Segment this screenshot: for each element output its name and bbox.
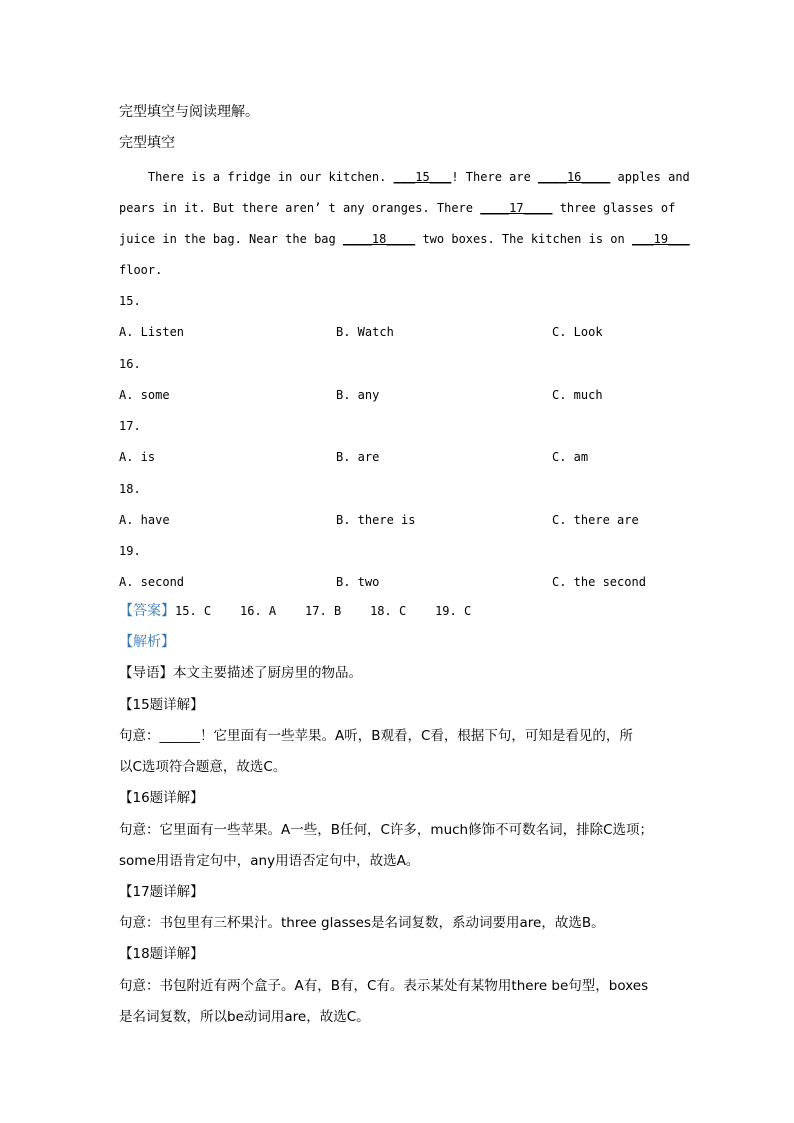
option-a: A. Listen <box>119 325 185 339</box>
explanation-heading: 【17题详解】 <box>119 884 204 900</box>
option-b: B. there is <box>336 512 416 527</box>
question-number: 16. <box>119 356 141 371</box>
option-a: A. is <box>119 450 156 464</box>
question-number: 17. <box>119 419 141 433</box>
option-b: B. are <box>336 450 380 464</box>
blank-19: ___19___ <box>631 232 690 246</box>
explanation-heading: 【导语】本文主要描述了厨房里的物品。 <box>119 665 362 681</box>
option-b: B. Watch <box>336 325 394 339</box>
question-number: 15. <box>119 294 141 308</box>
blank-15: ___15___ <box>393 170 452 184</box>
explanation-text: 是名词复数，所以be动词用are，故选C。 <box>119 1009 370 1025</box>
explanation-text: 句意：它里面有一些苹果。A一些，B任何，C许多，much修饰不可数名词，排除C选项； <box>119 822 654 838</box>
text: juice in the bag. Near the bag <box>119 232 343 246</box>
passage-line-1 <box>119 169 690 185</box>
text: three glasses of <box>552 201 676 215</box>
passage-line-3 <box>119 231 690 247</box>
option-a: A. second <box>119 575 185 589</box>
option-c: C. much <box>552 387 603 402</box>
explanation-text: some用语肯定句中，any用语否定句中，故选A。 <box>119 853 420 869</box>
option-a: A. some <box>119 387 170 402</box>
answer-line <box>119 603 471 619</box>
option-c: C. am <box>552 450 589 464</box>
option-c: C. Look <box>552 325 603 339</box>
option-a: A. have <box>119 512 170 527</box>
blank-17: ____17____ <box>480 201 553 215</box>
explanation-text: 句意：书包附近有两个盒子。A有，B有，C有。表示某处有某物用there be句型，boxes <box>119 978 649 994</box>
explanation-text: 以C选项符合题意，故选C。 <box>119 759 287 775</box>
text: apples and <box>610 170 690 184</box>
explanation-heading: 【16题详解】 <box>119 790 204 806</box>
explanation-text: 句意：______！它里面有一些苹果。A听，B观看，C看，根据下句，可知是看见的，所 <box>119 728 633 744</box>
text: pears in it. But there aren’ t any oranges. There <box>119 201 481 215</box>
blank-18: ____18____ <box>342 232 416 246</box>
explanation-heading: 【18题详解】 <box>119 946 204 962</box>
question-number: 18. <box>119 481 141 496</box>
question-number: 19. <box>119 544 141 558</box>
blank-16: ____16____ <box>538 170 611 184</box>
option-b: B. two <box>336 575 380 589</box>
passage-line-4: floor. <box>119 263 163 277</box>
explanation-heading: 【15题详解】 <box>119 697 204 713</box>
text: There is a fridge in our kitchen. <box>119 170 394 184</box>
option-c: C. the second <box>552 575 646 589</box>
section-subheading: 完型填空 <box>119 135 175 151</box>
passage-line-2 <box>119 200 675 216</box>
text: two boxes. The kitchen is on <box>415 232 632 246</box>
section-heading: 完型填空与阅读理解。 <box>119 104 259 120</box>
answer-label: 【答案】 <box>119 603 175 619</box>
answer-text: 15. C 16. A 17. B 18. C 19. C <box>175 604 472 618</box>
text: ! There are <box>451 170 539 184</box>
analysis-label: 【解析】 <box>119 634 175 650</box>
option-c: C. there are <box>552 512 639 527</box>
option-b: B. any <box>336 387 380 402</box>
explanation-text: 句意：书包里有三杯果汁。three glasses是名词复数，系动词要用are，故选B。 <box>119 915 605 931</box>
